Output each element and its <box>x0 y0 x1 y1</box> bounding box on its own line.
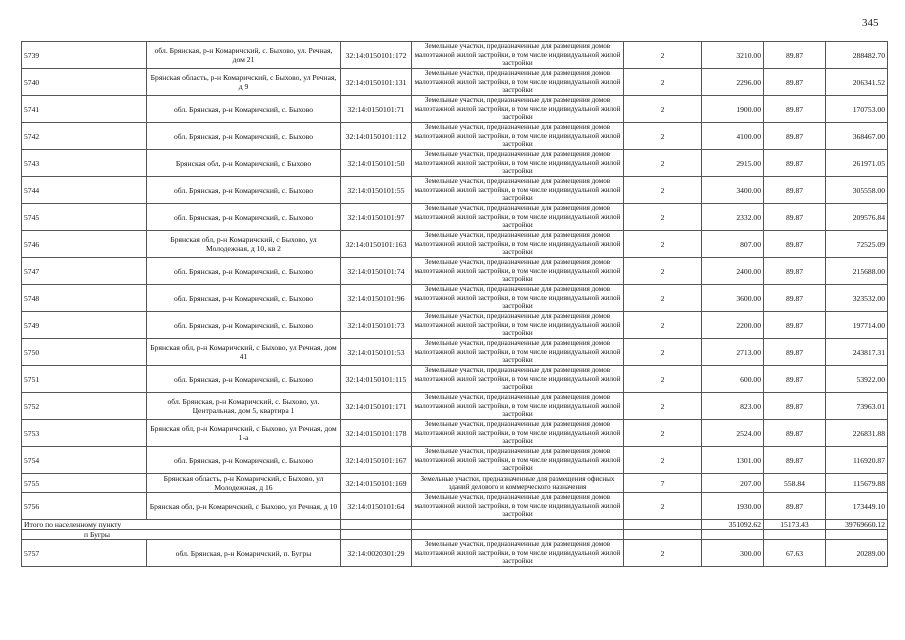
row-number: 5746 <box>22 231 147 258</box>
rate-cell: 89.87 <box>764 231 826 258</box>
category-cell: 2 <box>624 69 702 96</box>
area-cell: 3600.00 <box>702 285 764 312</box>
address-cell: обл. Брянская, р-н Комаричский, с. Быхово <box>147 96 341 123</box>
category-cell: 2 <box>624 285 702 312</box>
cadastral-value-cell: 115679.88 <box>826 474 888 493</box>
rate-cell: 89.87 <box>764 258 826 285</box>
address-cell: обл. Брянская, р-н Комаричский, с. Быхово <box>147 204 341 231</box>
table-row <box>22 42 888 69</box>
area-cell: 300.00 <box>702 540 764 567</box>
land-use-cell: Земельные участки, предназначенные для размещения домов малоэтажной жилой застройки, в том числе индивидуальной жилой застройки <box>412 42 624 69</box>
area-cell: 2400.00 <box>702 258 764 285</box>
land-use-cell: Земельные участки, предназначенные для размещения домов малоэтажной жилой застройки, в том числе индивидуальной жилой застройки <box>412 312 624 339</box>
address-cell: Брянская обл, р-н Комаричский, с Быхово, ул Речная, д 10 <box>147 493 341 520</box>
empty-cell <box>412 530 624 540</box>
land-use-cell: Земельные участки, предназначенные для размещения домов малоэтажной жилой застройки, в том числе индивидуальной жилой застройки <box>412 123 624 150</box>
land-use-cell: Земельные участки, предназначенные для размещения домов малоэтажной жилой застройки, в том числе индивидуальной жилой застройки <box>412 393 624 420</box>
row-number: 5752 <box>22 393 147 420</box>
land-use-cell: Земельные участки, предназначенные для размещения домов малоэтажной жилой застройки, в том числе индивидуальной жилой застройки <box>412 69 624 96</box>
address-cell: Брянская обл, р-н Комаричский, с Быхово, ул Речная, дом 41 <box>147 339 341 366</box>
category-cell: 2 <box>624 96 702 123</box>
cadastral-number-cell: 32:14:0150101:169 <box>341 474 412 493</box>
table-row <box>22 258 888 285</box>
locality-header-row <box>22 530 888 540</box>
cadastral-number-cell: 32:14:0150101:112 <box>341 123 412 150</box>
cadastral-number-cell: 32:14:0150101:55 <box>341 177 412 204</box>
row-number: 5755 <box>22 474 147 493</box>
empty-cell <box>702 530 764 540</box>
land-use-cell: Земельные участки, предназначенные для размещения домов малоэтажной жилой застройки, в том числе индивидуальной жилой застройки <box>412 96 624 123</box>
row-number: 5750 <box>22 339 147 366</box>
table-row <box>22 339 888 366</box>
area-cell: 2332.00 <box>702 204 764 231</box>
rate-cell: 89.87 <box>764 150 826 177</box>
cadastral-value-cell: 368467.00 <box>826 123 888 150</box>
category-cell: 7 <box>624 474 702 493</box>
land-use-cell: Земельные участки, предназначенные для размещения домов малоэтажной жилой застройки, в том числе индивидуальной жилой застройки <box>412 231 624 258</box>
area-cell: 2200.00 <box>702 312 764 339</box>
category-cell: 2 <box>624 312 702 339</box>
row-number: 5739 <box>22 42 147 69</box>
row-number: 5745 <box>22 204 147 231</box>
row-number: 5747 <box>22 258 147 285</box>
address-cell: обл. Брянская, р-н Комаричский, с. Быхово <box>147 123 341 150</box>
cadastral-value-cell: 116920.87 <box>826 447 888 474</box>
row-number: 5754 <box>22 447 147 474</box>
category-cell: 2 <box>624 447 702 474</box>
empty-cell <box>764 530 826 540</box>
rate-cell: 89.87 <box>764 96 826 123</box>
row-number: 5753 <box>22 420 147 447</box>
cadastral-number-cell: 32:14:0150101:53 <box>341 339 412 366</box>
table-row <box>22 204 888 231</box>
empty-cell <box>624 530 702 540</box>
cadastral-number-cell: 32:14:0150101:171 <box>341 393 412 420</box>
cadastral-value-cell: 226831.88 <box>826 420 888 447</box>
cadastral-value-cell: 20289.00 <box>826 540 888 567</box>
table-row <box>22 96 888 123</box>
rate-cell: 89.87 <box>764 366 826 393</box>
table-row <box>22 447 888 474</box>
cadastral-number-cell: 32:14:0020301:29 <box>341 540 412 567</box>
category-cell: 2 <box>624 42 702 69</box>
row-number: 5749 <box>22 312 147 339</box>
table-row <box>22 285 888 312</box>
address-cell: обл. Брянская, р-н Комаричский, с. Быхово, ул. Речная, дом 21 <box>147 42 341 69</box>
category-cell: 2 <box>624 231 702 258</box>
category-cell: 2 <box>624 204 702 231</box>
cadastral-value-cell: 243817.31 <box>826 339 888 366</box>
area-cell: 807.00 <box>702 231 764 258</box>
cadastral-number-cell: 32:14:0150101:131 <box>341 69 412 96</box>
table-row <box>22 177 888 204</box>
land-use-cell: Земельные участки, предназначенные для размещения домов малоэтажной жилой застройки, в том числе индивидуальной жилой застройки <box>412 339 624 366</box>
cadastral-number-cell: 32:14:0150101:73 <box>341 312 412 339</box>
table-row <box>22 366 888 393</box>
table-row <box>22 123 888 150</box>
table-row <box>22 393 888 420</box>
land-use-cell: Земельные участки, предназначенные для размещения домов малоэтажной жилой застройки, в том числе индивидуальной жилой застройки <box>412 204 624 231</box>
address-cell: обл. Брянская, р-н Комаричский, с. Быхово <box>147 177 341 204</box>
cadastral-number-cell: 32:14:0150101:96 <box>341 285 412 312</box>
area-cell: 1301.00 <box>702 447 764 474</box>
cadastral-value-cell: 206341.52 <box>826 69 888 96</box>
cadastral-value-cell: 197714.00 <box>826 312 888 339</box>
rate-cell: 89.87 <box>764 420 826 447</box>
cadastral-number-cell: 32:14:0150101:163 <box>341 231 412 258</box>
address-cell: Брянская обл, р-н Комаричский, с Быхово <box>147 150 341 177</box>
land-use-cell: Земельные участки, предназначенные для размещения домов малоэтажной жилой застройки, в том числе индивидуальной жилой застройки <box>412 285 624 312</box>
land-use-cell: Земельные участки, предназначенные для размещения домов малоэтажной жилой застройки, в том числе индивидуальной жилой застройки <box>412 420 624 447</box>
address-cell: обл. Брянская, р-н Комаричский, с. Быхово <box>147 447 341 474</box>
land-register-table <box>21 41 888 567</box>
cadastral-value-cell: 173449.10 <box>826 493 888 520</box>
land-use-cell: Земельные участки, предназначенные для размещения домов малоэтажной жилой застройки, в том числе индивидуальной жилой застройки <box>412 447 624 474</box>
cadastral-value-cell: 305558.00 <box>826 177 888 204</box>
cadastral-value-cell: 72525.09 <box>826 231 888 258</box>
locality-total-row <box>22 520 888 530</box>
cadastral-value-cell: 261971.05 <box>826 150 888 177</box>
table-row <box>22 420 888 447</box>
table-row <box>22 474 888 493</box>
land-use-cell: Земельные участки, предназначенные для размещения домов малоэтажной жилой застройки, в том числе индивидуальной жилой застройки <box>412 540 624 567</box>
land-use-cell: Земельные участки, предназначенные для размещения офисных зданий делового и коммерческого назначения <box>412 474 624 493</box>
row-number: 5751 <box>22 366 147 393</box>
table-row <box>22 231 888 258</box>
table-row <box>22 69 888 96</box>
address-cell: обл. Брянская, р-н Комаричский, п. Бугры <box>147 540 341 567</box>
rate-cell: 89.87 <box>764 177 826 204</box>
rate-cell: 89.87 <box>764 312 826 339</box>
cadastral-number-cell: 32:14:0150101:71 <box>341 96 412 123</box>
row-number: 5757 <box>22 540 147 567</box>
area-cell: 3400.00 <box>702 177 764 204</box>
table-row <box>22 540 888 567</box>
empty-cell <box>341 530 412 540</box>
category-cell: 2 <box>624 123 702 150</box>
category-cell: 2 <box>624 493 702 520</box>
rate-cell: 89.87 <box>764 42 826 69</box>
area-cell: 600.00 <box>702 366 764 393</box>
address-cell: обл. Брянская, р-н Комаричский, с. Быхово <box>147 258 341 285</box>
total-label: Итого по населенному пункту <box>22 520 341 530</box>
cadastral-number-cell: 32:14:0150101:50 <box>341 150 412 177</box>
empty-cell <box>826 530 888 540</box>
cadastral-number-cell: 32:14:0150101:172 <box>341 42 412 69</box>
rate-cell: 89.87 <box>764 123 826 150</box>
table-row <box>22 150 888 177</box>
cadastral-value-cell: 323532.00 <box>826 285 888 312</box>
rate-cell: 89.87 <box>764 493 826 520</box>
category-cell: 2 <box>624 540 702 567</box>
area-cell: 207.00 <box>702 474 764 493</box>
row-number: 5743 <box>22 150 147 177</box>
category-cell: 2 <box>624 339 702 366</box>
area-cell: 2915.00 <box>702 150 764 177</box>
address-cell: обл. Брянская, р-н Комаричский, с. Быхово <box>147 285 341 312</box>
total-area: 351092.62 <box>702 520 764 530</box>
empty-cell <box>341 520 412 530</box>
rate-cell: 89.87 <box>764 447 826 474</box>
cadastral-value-cell: 215688.00 <box>826 258 888 285</box>
cadastral-number-cell: 32:14:0150101:178 <box>341 420 412 447</box>
row-number: 5740 <box>22 69 147 96</box>
land-use-cell: Земельные участки, предназначенные для размещения домов малоэтажной жилой застройки, в том числе индивидуальной жилой застройки <box>412 493 624 520</box>
total-rate: 15173.43 <box>764 520 826 530</box>
category-cell: 2 <box>624 150 702 177</box>
category-cell: 2 <box>624 366 702 393</box>
cadastral-value-cell: 288482.70 <box>826 42 888 69</box>
empty-cell <box>412 520 624 530</box>
rate-cell: 89.87 <box>764 393 826 420</box>
address-cell: Брянская область, р-н Комаричский, с Быхово, ул Речная, д 9 <box>147 69 341 96</box>
row-number: 5748 <box>22 285 147 312</box>
cadastral-number-cell: 32:14:0150101:97 <box>341 204 412 231</box>
address-cell: обл. Брянская, р-н Комаричский, с. Быхово, ул. Центральная, дом 5, квартира 1 <box>147 393 341 420</box>
row-number: 5741 <box>22 96 147 123</box>
area-cell: 1930.00 <box>702 493 764 520</box>
category-cell: 2 <box>624 393 702 420</box>
address-cell: Брянская область, р-н Комаричский, с Быхово, ул Молодежная, д 16 <box>147 474 341 493</box>
page-number: 345 <box>862 17 879 29</box>
address-cell: обл. Брянская, р-н Комаричский, с. Быхово <box>147 312 341 339</box>
area-cell: 3210.00 <box>702 42 764 69</box>
area-cell: 4100.00 <box>702 123 764 150</box>
locality-name: п Бугры <box>22 530 341 540</box>
area-cell: 2713.00 <box>702 339 764 366</box>
empty-cell <box>624 520 702 530</box>
rate-cell: 558.84 <box>764 474 826 493</box>
area-cell: 823.00 <box>702 393 764 420</box>
rate-cell: 89.87 <box>764 69 826 96</box>
category-cell: 2 <box>624 420 702 447</box>
rate-cell: 89.87 <box>764 285 826 312</box>
cadastral-value-cell: 209576.84 <box>826 204 888 231</box>
register-rows <box>22 42 888 567</box>
category-cell: 2 <box>624 177 702 204</box>
rate-cell: 67.63 <box>764 540 826 567</box>
address-cell: Брянская обл, р-н Комаричский, с Быхово, ул Молодежная, д 10, кв 2 <box>147 231 341 258</box>
cadastral-value-cell: 73963.01 <box>826 393 888 420</box>
cadastral-value-cell: 170753.00 <box>826 96 888 123</box>
address-cell: Брянская обл, р-н Комаричский, с Быхово, ул Речная, дом 1-а <box>147 420 341 447</box>
rate-cell: 89.87 <box>764 204 826 231</box>
rate-cell: 89.87 <box>764 339 826 366</box>
category-cell: 2 <box>624 258 702 285</box>
row-number: 5744 <box>22 177 147 204</box>
table-row <box>22 493 888 520</box>
table-row <box>22 312 888 339</box>
cadastral-value-cell: 53922.00 <box>826 366 888 393</box>
area-cell: 2296.00 <box>702 69 764 96</box>
land-use-cell: Земельные участки, предназначенные для размещения домов малоэтажной жилой застройки, в том числе индивидуальной жилой застройки <box>412 150 624 177</box>
address-cell: обл. Брянская, р-н Комаричский, с. Быхово <box>147 366 341 393</box>
total-value: 39769660.12 <box>826 520 888 530</box>
area-cell: 1900.00 <box>702 96 764 123</box>
row-number: 5742 <box>22 123 147 150</box>
cadastral-number-cell: 32:14:0150101:167 <box>341 447 412 474</box>
row-number: 5756 <box>22 493 147 520</box>
land-use-cell: Земельные участки, предназначенные для размещения домов малоэтажной жилой застройки, в том числе индивидуальной жилой застройки <box>412 366 624 393</box>
cadastral-number-cell: 32:14:0150101:74 <box>341 258 412 285</box>
cadastral-number-cell: 32:14:0150101:115 <box>341 366 412 393</box>
area-cell: 2524.00 <box>702 420 764 447</box>
cadastral-number-cell: 32:14:0150101:64 <box>341 493 412 520</box>
land-use-cell: Земельные участки, предназначенные для размещения домов малоэтажной жилой застройки, в том числе индивидуальной жилой застройки <box>412 258 624 285</box>
land-use-cell: Земельные участки, предназначенные для размещения домов малоэтажной жилой застройки, в том числе индивидуальной жилой застройки <box>412 177 624 204</box>
